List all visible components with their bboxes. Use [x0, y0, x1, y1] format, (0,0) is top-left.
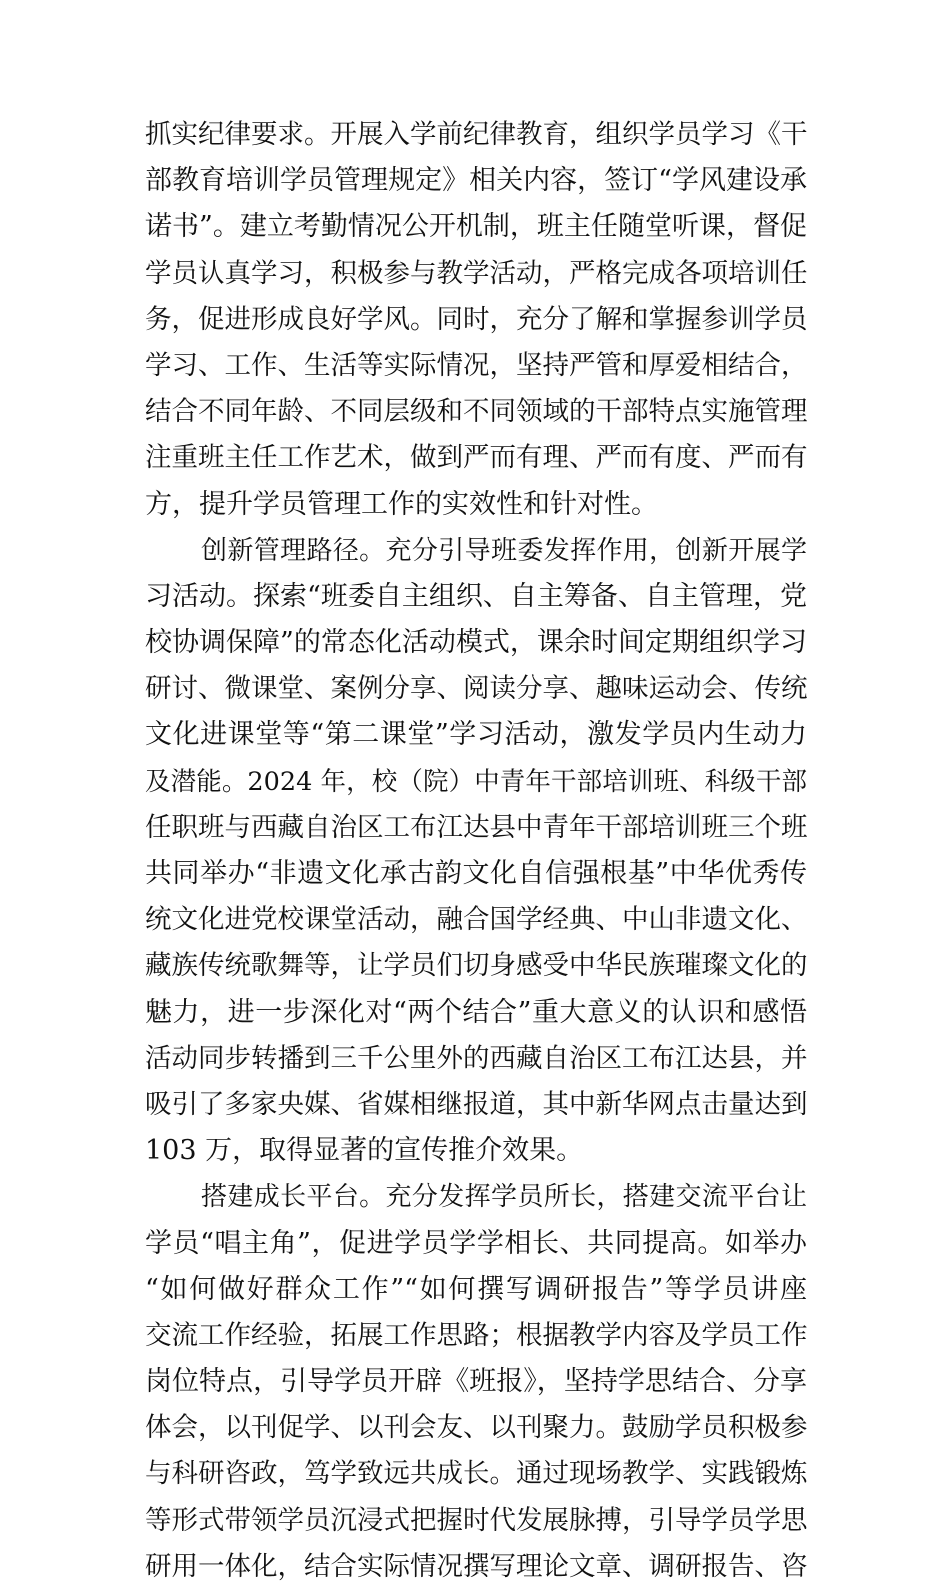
text-line: 体会，以刊促学、以刊会友、以刊聚力。鼓励学员积极参 [145, 1412, 808, 1444]
text-line: 统文化进党校课堂活动，融合国学经典、中山非遗文化、 [145, 904, 808, 936]
text-line: 文化进课堂等“第二课堂”学习活动，激发学员内生动力 [145, 719, 807, 751]
text-line: 任职班与西藏自治区工布江达县中青年干部培训班三个班 [145, 811, 808, 843]
text-line: 岗位特点，引导学员开辟《班报》，坚持学思结合、分享 [145, 1366, 807, 1398]
text-line: 方，提升学员管理工作的实效性和针对性。 [145, 488, 658, 520]
text-line: 部教育培训学员管理规定》相关内容，签订“学风建设承 [145, 165, 807, 197]
text-line: 诺书”。建立考勤情况公开机制，班主任随堂听课，督促 [145, 211, 807, 243]
text-line: “如何做好群众工作”“如何撰写调研报告”等学员讲座 [145, 1273, 807, 1305]
text-line: 习活动。探索“班委自主组织、自主筹备、自主管理，党 [145, 580, 807, 612]
text-line: 学员认真学习，积极参与教学活动，严格完成各项培训任 [145, 257, 808, 289]
text-line: 校协调保障”的常态化活动模式，课余时间定期组织学习 [145, 627, 807, 659]
text-line: 魅力，进一步深化对“两个结合”重大意义的认识和感悟 [145, 996, 807, 1028]
text-line: 交流工作经验，拓展工作思路；根据教学内容及学员工作 [145, 1319, 808, 1351]
text-line: 活动同步转播到三千公里外的西藏自治区工布江达县，并 [145, 1042, 808, 1074]
text-line: 及潜能。2024 年，校（院）中青年干部培训班、科级干部 [145, 766, 807, 797]
document-body [145, 112, 807, 1590]
text-line: 学员“唱主角”，促进学员学学相长、共同提高。如举办 [145, 1227, 807, 1259]
text-line: 抓实纪律要求。开展入学前纪律教育，组织学员学习《干 [145, 119, 808, 150]
text-line: 与科研咨政，笃学致远共成长。通过现场教学、实践锻炼 [145, 1458, 808, 1490]
text-line: 等形式带领学员沉浸式把握时代发展脉搏，引导学员学思 [145, 1504, 808, 1536]
text-line: 结合不同年龄、不同层级和不同领域的干部特点实施管理 [145, 396, 808, 428]
paragraph-first-line: 搭建成长平台。充分发挥学员所长，搭建交流平台让 [201, 1182, 807, 1213]
text-line: 研用一体化，结合实际情况撰写理论文章、调研报告、咨 [145, 1550, 808, 1582]
text-line: 103 万，取得显著的宣传推介效果。 [145, 1135, 584, 1167]
text-line: 研讨、微课堂、案例分享、阅读分享、趣味运动会、传统 [145, 673, 808, 705]
text-line: 注重班主任工作艺术，做到严而有理、严而有度、严而有 [145, 442, 808, 474]
text-line: 共同举办“非遗文化承古韵文化自信强根基”中华优秀传 [145, 858, 807, 889]
text-line: 吸引了多家央媒、省媒相继报道，其中新华网点击量达到 [145, 1088, 808, 1120]
text-line: 学习、工作、生活等实际情况，坚持严管和厚爱相结合， [145, 349, 808, 381]
text-line: 藏族传统歌舞等，让学员们切身感受中华民族璀璨文化的 [145, 950, 808, 982]
paragraph-first-line: 创新管理路径。充分引导班委发挥作用，创新开展学 [201, 535, 807, 566]
text-line: 务，促进形成良好学风。同时，充分了解和掌握参训学员 [145, 303, 808, 335]
